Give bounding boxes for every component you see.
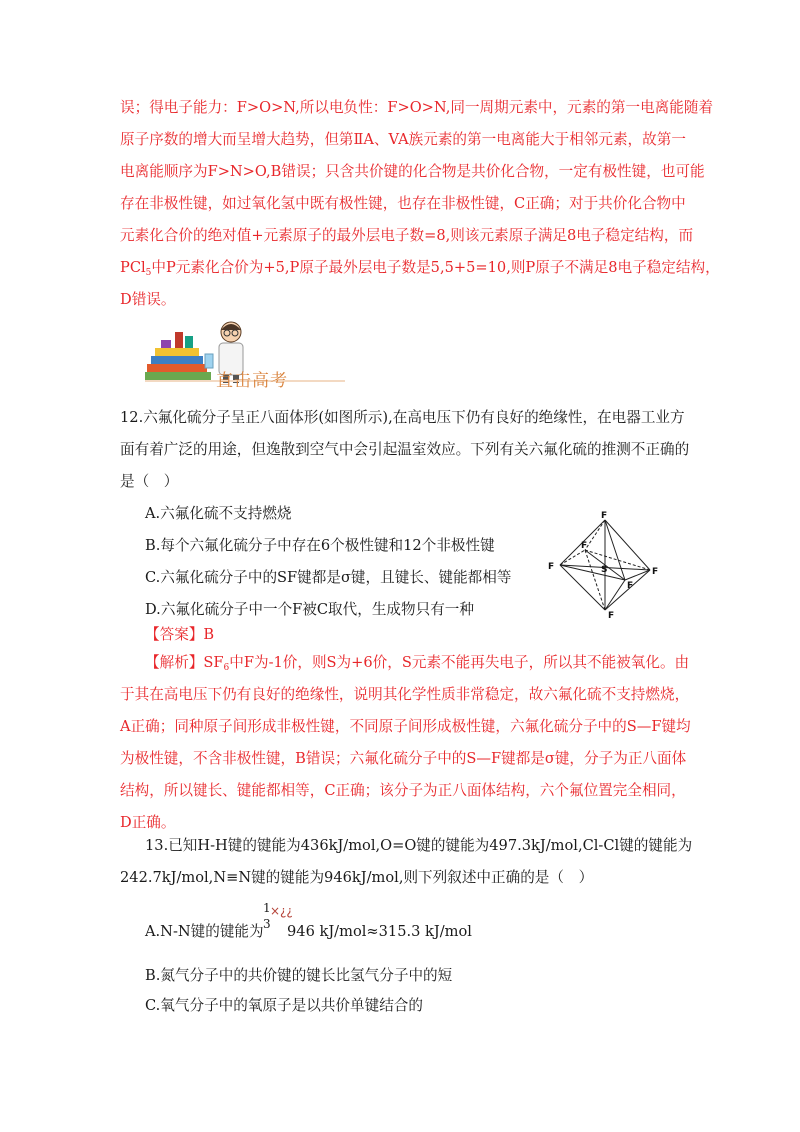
diagram-label-f-left: F bbox=[548, 562, 555, 572]
analysis-line-4: 存在非极性键，如过氧化氢中既有极性键，也存在非极性键，C正确；对于共价化合物中 bbox=[120, 195, 686, 212]
q12-stem-line-2: 面有着广泛的用途，但逸散到空气中会引起温室效应。下列有关六氟化硫的推测不正确的 bbox=[120, 441, 690, 458]
q12-analysis-line-4: 为极性键，不含非极性键，B错误；六氟化硫分子中的S—F键都是σ键，分子为正八面体 bbox=[120, 750, 687, 767]
q13-option-a: A.N-N键的键能为 bbox=[145, 923, 264, 940]
diagram-label-f-right: F bbox=[652, 567, 659, 577]
q13-fraction-garbled-symbol: ×¿¿ bbox=[270, 904, 293, 918]
q12-option-b: B.每个六氟化硫分子中存在6个极性键和12个非极性键 bbox=[145, 537, 495, 554]
analysis-line-5: 元素化合价的绝对值+元素原子的最外层电子数=8,则该元素原子满足8电子稳定结构，而 bbox=[120, 227, 694, 244]
q12-analysis-line-3: A正确；同种原子间形成非极性键，不同原子间形成极性键，六氟化硫分子中的S—F键均 bbox=[120, 718, 691, 735]
q12-analysis-line-6: D正确。 bbox=[120, 814, 176, 831]
q13-fraction-numerator: 1 bbox=[263, 901, 271, 915]
diagram-label-s: S bbox=[601, 565, 608, 575]
q13-fraction-denominator: 3 bbox=[263, 917, 271, 931]
q12-stem-line-1: 12.六氟化硫分子呈正八面体形(如图所示),在高电压下仍有良好的绝缘性，在电器工业方 bbox=[120, 409, 685, 426]
analysis-line-1: 误；得电子能力：F>O>N,所以电负性：F>O>N,同一周期元素中，元素的第一电离能随着 bbox=[120, 99, 714, 116]
section-title: 直击高考 bbox=[216, 371, 288, 391]
diagram-label-f-bottom: F bbox=[608, 611, 615, 620]
q13-option-c: C.氧气分子中的氧原子是以共价单键结合的 bbox=[145, 997, 423, 1014]
q12-option-a: A.六氟化硫不支持燃烧 bbox=[145, 505, 292, 522]
analysis-line-3: 电离能顺序为F>N>O,B错误；只含共价键的化合物是共价化合物，一定有极性键，也可能 bbox=[120, 163, 705, 180]
analysis-line-6: PCl$_5$中P元素化合价为+5,P原子最外层电子数是5,5+5=10,则P原子不满足8电子稳定结构， bbox=[120, 259, 720, 278]
analysis-line-2: 原子序数的增大而呈增大趋势，但第ⅡA、VA族元素的第一电离能大于相邻元素，故第一 bbox=[120, 131, 686, 148]
q12-answer: 【答案】B bbox=[145, 626, 215, 643]
q12-option-c: C.六氟化硫分子中的SF键都是σ键，且键长、键能都相等 bbox=[145, 569, 512, 586]
q13-option-a-value: 946 kJ/mol≈315.3 kJ/mol bbox=[287, 923, 472, 940]
diagram-label-f-front: F bbox=[627, 581, 634, 591]
q12-stem-line-3: 是（ ） bbox=[120, 473, 179, 490]
sf6-octahedron-diagram bbox=[545, 510, 665, 620]
q13-option-b: B.氮气分子中的共价键的键长比氢气分子中的短 bbox=[145, 967, 453, 984]
diagram-label-f-back: F bbox=[581, 541, 588, 551]
q12-analysis-line-5: 结构，所以键长、键能都相等，C正确；该分子为正八面体结构，六个氟位置完全相同， bbox=[120, 782, 686, 799]
analysis-line-7: D错误。 bbox=[120, 291, 176, 308]
q12-option-d: D.六氟化硫分子中一个F被C取代，生成物只有一种 bbox=[145, 601, 474, 618]
q13-stem-line-1: 13.已知H-H键的键能为436kJ/mol,O=O键的键能为497.3kJ/mol,Cl-Cl键的键能为 bbox=[145, 837, 693, 854]
q12-analysis-line-1: 【解析】$SF_6$中F为-1价，则S为+6价，S元素不能再失电子，所以其不能被氧化。由 bbox=[145, 654, 690, 673]
q12-analysis-line-2: 于其在高电压下仍有良好的绝缘性，说明其化学性质非常稳定，故六氟化硫不支持燃烧， bbox=[120, 686, 690, 703]
diagram-label-f-top: F bbox=[601, 511, 608, 521]
q13-stem-line-2: 242.7kJ/mol,N≡N键的键能为946kJ/mol,则下列叙述中正确的是（ ） bbox=[120, 869, 594, 886]
